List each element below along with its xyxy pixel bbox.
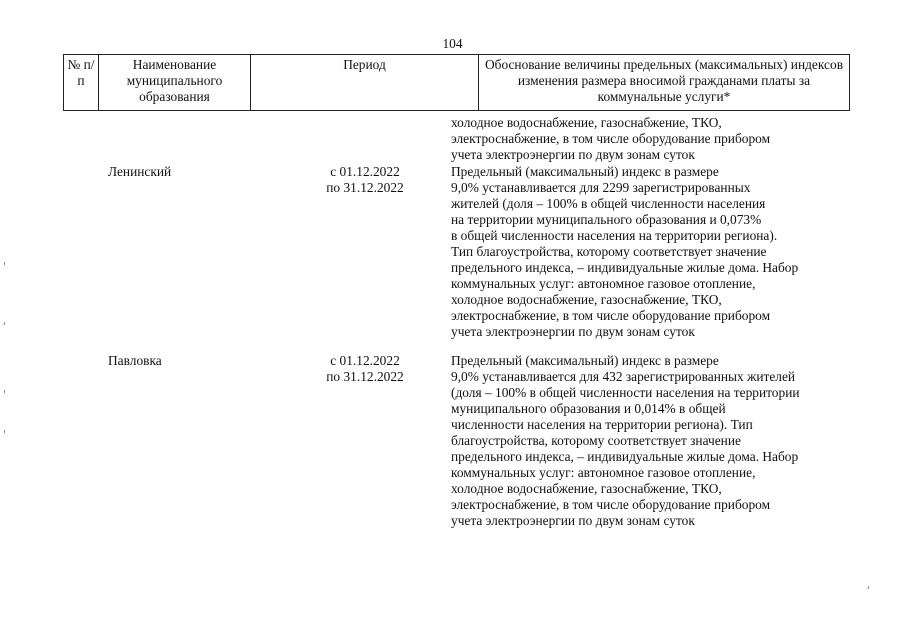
row-period [300, 164, 430, 196]
period-to: по 31.12.2022 [326, 369, 404, 384]
text-line: электроснабжение, в том числе оборудование прибором [451, 131, 771, 146]
text-line: холодное водоснабжение, газоснабжение, ТКО, [451, 115, 722, 130]
text-line: Тип благоустройства, которому соответствует значение [451, 244, 767, 259]
period-from: с 01.12.2022 [330, 164, 400, 179]
text-line: 9,0% устанавливается для 2299 зарегистрированных [451, 180, 751, 195]
text-line: предельного индекса, – индивидуальные жилые дома. Набор [451, 260, 799, 275]
header-col-number: № п/п [64, 55, 99, 110]
page-number: 104 [442, 36, 463, 51]
row-basis-text [451, 164, 848, 340]
row-municipality-name: Павловка [108, 353, 162, 368]
scan-speck [4, 430, 5, 433]
text-line: жителей (доля – 100% в общей численности населения [451, 196, 766, 211]
continuation-text [451, 115, 848, 163]
text-line: численности населения на территории региона). Тип [451, 417, 753, 432]
row-municipality-name: Ленинский [108, 164, 172, 179]
text-line: учета электроэнергии по двум зонам суток [451, 513, 695, 528]
text-line: холодное водоснабжение, газоснабжение, ТКО, [451, 292, 722, 307]
text-line: коммунальных услуг: автономное газовое отопление, [451, 276, 756, 291]
text-line: (доля – 100% в общей численности населения на территории [451, 385, 800, 400]
text-line: учета электроэнергии по двум зонам суток [451, 324, 695, 339]
text-line: в общей численности населения на территории региона). [451, 228, 778, 243]
period-to: по 31.12.2022 [326, 180, 404, 195]
scan-speck [868, 586, 869, 589]
text-line: коммунальных услуг: автономное газовое отопление, [451, 465, 756, 480]
row-basis-text [451, 353, 848, 529]
text-line: Предельный (максимальный) индекс в размере [451, 164, 719, 179]
scan-speck [4, 262, 5, 265]
text-line: холодное водоснабжение, газоснабжение, ТКО, [451, 481, 722, 496]
period-from: с 01.12.2022 [330, 353, 400, 368]
header-col-basis: Обоснование величины предельных (максимальных) индексов изменения размера вносимой гражданами платы за коммунальные услуги* [484, 57, 844, 104]
text-line: электроснабжение, в том числе оборудование прибором [451, 497, 771, 512]
text-line: на территории муниципального образования и 0,073% [451, 212, 762, 227]
text-line: 9,0% устанавливается для 432 зарегистрированных жителей [451, 369, 796, 384]
text-line: муниципального образования и 0,014% в общей [451, 401, 726, 416]
scan-speck [4, 322, 5, 325]
text-line: Предельный (максимальный) индекс в размере [451, 353, 719, 368]
table-header [63, 54, 850, 111]
text-line: благоустройства, которому соответствует значение [451, 433, 741, 448]
text-line: предельного индекса, – индивидуальные жилые дома. Набор [451, 449, 799, 464]
text-line: учета электроэнергии по двум зонам суток [451, 147, 695, 162]
header-col-period: Период [251, 55, 479, 110]
text-line: электроснабжение, в том числе оборудование прибором [451, 308, 771, 323]
scan-speck [4, 390, 5, 393]
header-col-municipality: Наименование муниципального образования [99, 55, 251, 110]
row-period [300, 353, 430, 385]
